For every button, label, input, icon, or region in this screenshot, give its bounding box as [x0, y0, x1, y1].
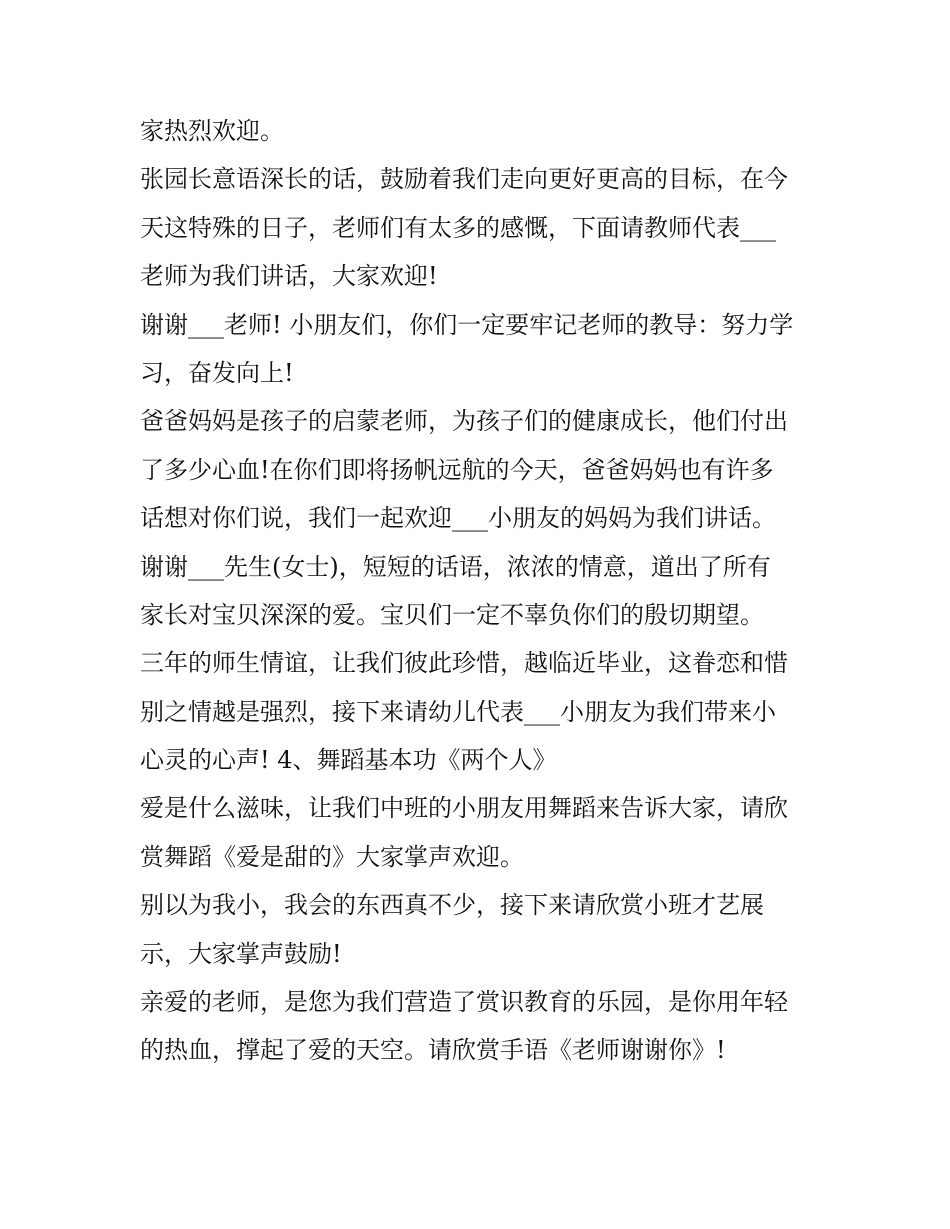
text-line: 爸爸妈妈是孩子的启蒙老师，为孩子们的健康成长，他们付出: [140, 407, 788, 436]
text-line: 习，奋发向上!: [140, 358, 294, 387]
text-line: 天这特殊的日子，老师们有太多的感慨，下面请教师代表___: [140, 213, 776, 242]
text-line: 心灵的心声! 4、舞蹈基本功《两个人》: [140, 746, 557, 775]
text-line: 爱是什么滋味，让我们中班的小朋友用舞蹈来告诉大家，请欣: [140, 794, 788, 823]
text-line: 家热烈欢迎。: [140, 117, 284, 145]
text-line: 谢谢___老师! 小朋友们，你们一定要牢记老师的教导：努力学: [140, 310, 794, 339]
text-line: 张园长意语深长的话，鼓励着我们走向更好更高的目标，在今: [140, 165, 788, 194]
text-line: 了多少心血!在你们即将扬帆远航的今天，爸爸妈妈也有许多: [140, 455, 774, 484]
text-line: 谢谢___先生(女士)，短短的话语，浓浓的情意，道出了所有: [140, 552, 771, 581]
text-line: 老师为我们讲话，大家欢迎!: [140, 262, 438, 291]
body-text: [140, 107, 830, 1075]
text-line: 家长对宝贝深深的爱。宝贝们一定不辜负你们的殷切期望。: [140, 600, 764, 629]
text-line: 话想对你们说，我们一起欢迎___小朋友的妈妈为我们讲话。: [140, 504, 776, 533]
text-line: 亲爱的老师，是您为我们营造了赏识教育的乐园，是你用年轻: [140, 988, 788, 1017]
text-line: 别以为我小，我会的东西真不少，接下来请欣赏小班才艺展: [140, 891, 764, 920]
text-line: 赏舞蹈《爱是甜的》大家掌声欢迎。: [140, 842, 524, 871]
text-line: 别之情越是强烈，接下来请幼儿代表___小朋友为我们带来小: [140, 697, 776, 726]
text-line: 的热血，撑起了爱的天空。请欣赏手语《老师谢谢你》!: [140, 1036, 726, 1065]
text-line: 三年的师生情谊，让我们彼此珍惜，越临近毕业，这眷恋和惜: [140, 649, 788, 678]
text-line: 示，大家掌声鼓励!: [140, 939, 342, 968]
